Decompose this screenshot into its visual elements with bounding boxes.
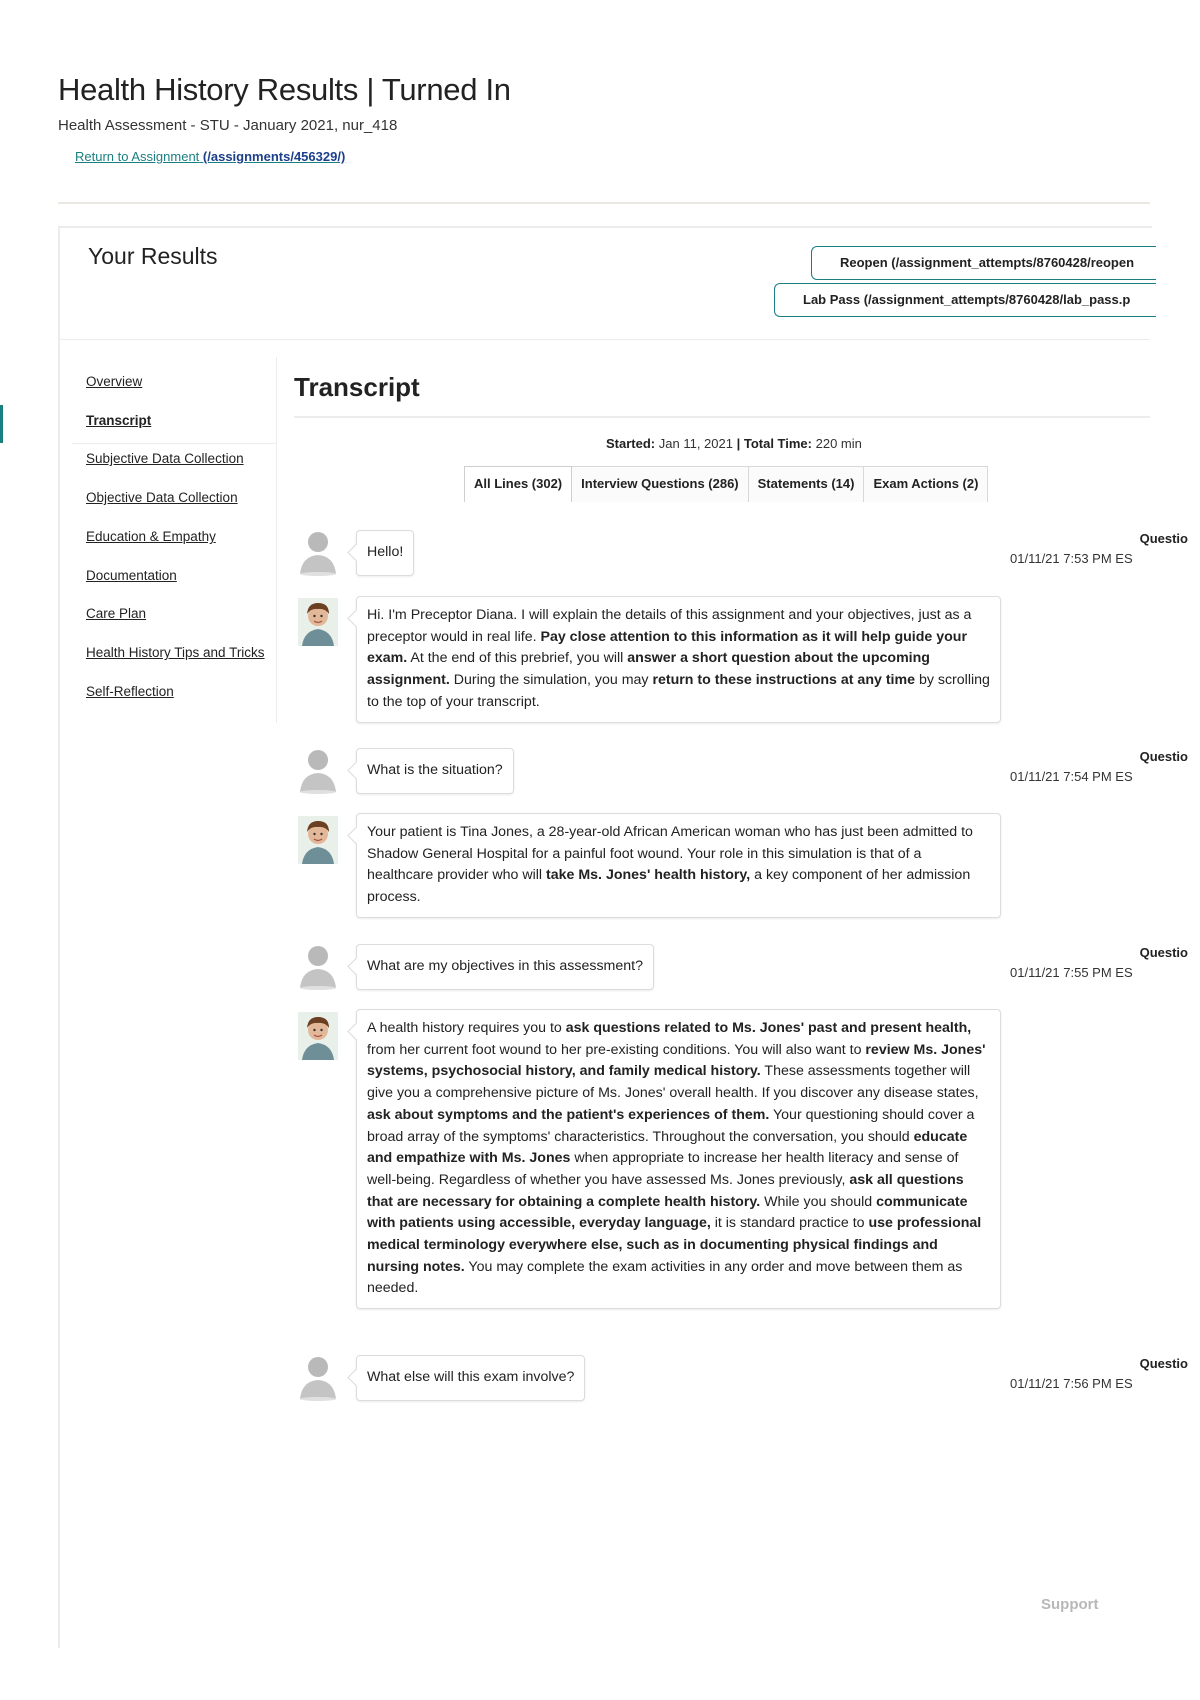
message-text: At the end of this prebrief, you will [407, 650, 628, 667]
message-text: from her current foot wound to her pre-existing conditions. You will also want to [367, 1041, 866, 1058]
message-emphasis: answer a short question about the upcoming assignment. [367, 650, 930, 689]
tab-interview-questions[interactable]: Interview Questions (286) [572, 466, 749, 502]
message-type: Questio [1139, 1356, 1188, 1371]
message-emphasis: use professional medical terminology everywhere else, such as in documenting physical findings and nursing notes. [367, 1215, 982, 1275]
message-emphasis: ask all questions that are necessary for obtaining a complete health history. [367, 1171, 964, 1210]
message-text: it is standard practice to [710, 1215, 869, 1232]
return-link-path[interactable]: (/assignments/456329/) [202, 149, 346, 164]
sidebar-item-overview[interactable]: Overview [86, 374, 143, 389]
message-text: While you should [760, 1193, 877, 1210]
results-sidebar [72, 357, 277, 723]
message-meta [1010, 531, 1188, 566]
message-type: Questio [1139, 945, 1188, 960]
message-text: You may complete the exam activities in any order and move between them as needed. [367, 1258, 963, 1297]
total-time-label: Total Time: [743, 436, 812, 451]
return-to-assignment-link[interactable] [75, 149, 345, 164]
message-emphasis: educate and empathize with Ms. Jones [367, 1128, 968, 1167]
started-value: Jan 11, 2021 [658, 436, 733, 451]
sidebar-item-self-reflection[interactable]: Self-Reflection [86, 684, 174, 699]
message-emphasis: take Ms. Jones' health history, [546, 867, 751, 884]
message-text: A health history requires you to [367, 1020, 566, 1036]
tab-exam-actions[interactable]: Exam Actions (2) [864, 466, 988, 502]
transcript-tabs [464, 466, 988, 502]
message-emphasis: ask questions related to Ms. Jones' past and present health, [565, 1020, 972, 1036]
transcript-divider [294, 416, 1150, 418]
message-time: 01/11/21 7:53 PM ES [1010, 551, 1133, 566]
message-type: Questio [1139, 531, 1188, 546]
preceptor-avatar-icon [298, 1012, 338, 1060]
tab-statements[interactable]: Statements (14) [749, 466, 865, 502]
transcript-line-preceptor [356, 596, 1001, 723]
sidebar-item-education-empathy[interactable]: Education & Empathy [86, 529, 216, 544]
student-avatar-icon [298, 746, 338, 794]
course-subtitle: Health Assessment - STU - January 2021, nur_418 [58, 117, 398, 134]
message-text: These assessments together will give you a comprehensive picture of Ms. Jones' overall health. If you discover any disease states, [367, 1063, 979, 1102]
active-nav-underline [72, 443, 276, 444]
results-divider [60, 339, 1150, 340]
return-link-label[interactable]: Return to Assignment [75, 149, 200, 164]
student-avatar-icon [298, 528, 338, 576]
preceptor-avatar-icon [298, 598, 338, 646]
sidebar-item-subjective-data[interactable]: Subjective Data Collection [86, 451, 244, 466]
message-emphasis: Pay close attention to this information as it will help guide your exam. [367, 628, 967, 667]
message-meta [1010, 945, 1188, 980]
sidebar-item-documentation[interactable]: Documentation [86, 568, 177, 583]
transcript-line-student [356, 944, 654, 990]
message-text: What is the situation? [367, 762, 503, 778]
message-text: Your questioning should cover a broad array of the symptoms' characteristics. Throughout the conversation, you should [367, 1106, 975, 1145]
message-emphasis: communicate with patients using accessible, everyday language, [367, 1193, 968, 1232]
sidebar-item-transcript[interactable]: Transcript [86, 413, 152, 428]
summary-separator: | [736, 436, 741, 451]
transcript-summary [606, 436, 862, 451]
transcript-line-preceptor [356, 1009, 1001, 1309]
message-text: when appropriate to increase her health literacy and sense of well-being. Regardless of whether you have assessed Ms. Jones previously, [367, 1150, 959, 1188]
message-text: Hello! [367, 544, 404, 560]
reopen-button[interactable]: Reopen (/assignment_attempts/8760428/reopen [811, 246, 1156, 280]
preceptor-avatar-icon [298, 816, 338, 864]
message-meta [1010, 1356, 1188, 1391]
header-divider [58, 202, 1150, 204]
student-avatar-icon [298, 1353, 338, 1401]
message-text: a key component of her admission process. [367, 867, 971, 906]
message-time: 01/11/21 7:54 PM ES [1010, 769, 1133, 784]
message-emphasis: ask about symptoms and the patient's experiences of them. [367, 1106, 770, 1123]
transcript-line-preceptor [356, 813, 1001, 918]
results-heading: Your Results [88, 243, 218, 269]
transcript-line-student [356, 1355, 585, 1401]
message-emphasis: review Ms. Jones' systems, psychosocial history, and family medical history. [367, 1041, 986, 1080]
total-time-value: 220 min [815, 436, 862, 451]
message-text: Hi. I'm Preceptor Diana. I will explain the details of this assignment and your objectives, just as a preceptor would in real life. [367, 607, 972, 645]
student-avatar-icon [298, 942, 338, 990]
support-button[interactable]: Support [1041, 1596, 1099, 1613]
message-type: Questio [1139, 749, 1188, 764]
message-text: What are my objectives in this assessment? [367, 958, 643, 974]
message-emphasis: return to these instructions at any time [652, 672, 915, 689]
message-text: What else will this exam involve? [367, 1369, 575, 1385]
message-time: 01/11/21 7:55 PM ES [1010, 965, 1133, 980]
active-nav-indicator [0, 405, 3, 443]
tab-all-lines[interactable]: All Lines (302) [464, 466, 572, 502]
transcript-line-student [356, 530, 414, 576]
page-title: Health History Results | Turned In [58, 72, 511, 107]
sidebar-item-objective-data[interactable]: Objective Data Collection [86, 490, 238, 505]
transcript-title: Transcript [294, 372, 420, 402]
message-text: Your patient is Tina Jones, a 28-year-old African American woman who has just been admitted to Shadow General Hospital for a painful foot wound. Your role in this simulation is that of a healthcare provider who will [367, 824, 973, 884]
started-label: Started: [606, 436, 656, 451]
sidebar-item-care-plan[interactable]: Care Plan [86, 606, 147, 621]
message-meta [1010, 749, 1188, 784]
transcript-line-student [356, 748, 514, 794]
message-text: by scrolling to the top of your transcript. [367, 672, 990, 710]
sidebar-item-tips-tricks[interactable]: Health History Tips and Tricks [86, 645, 265, 660]
lab-pass-button[interactable]: Lab Pass (/assignment_attempts/8760428/lab_pass.p [774, 283, 1156, 317]
message-time: 01/11/21 7:56 PM ES [1010, 1376, 1133, 1391]
message-text: During the simulation, you may [449, 672, 653, 689]
